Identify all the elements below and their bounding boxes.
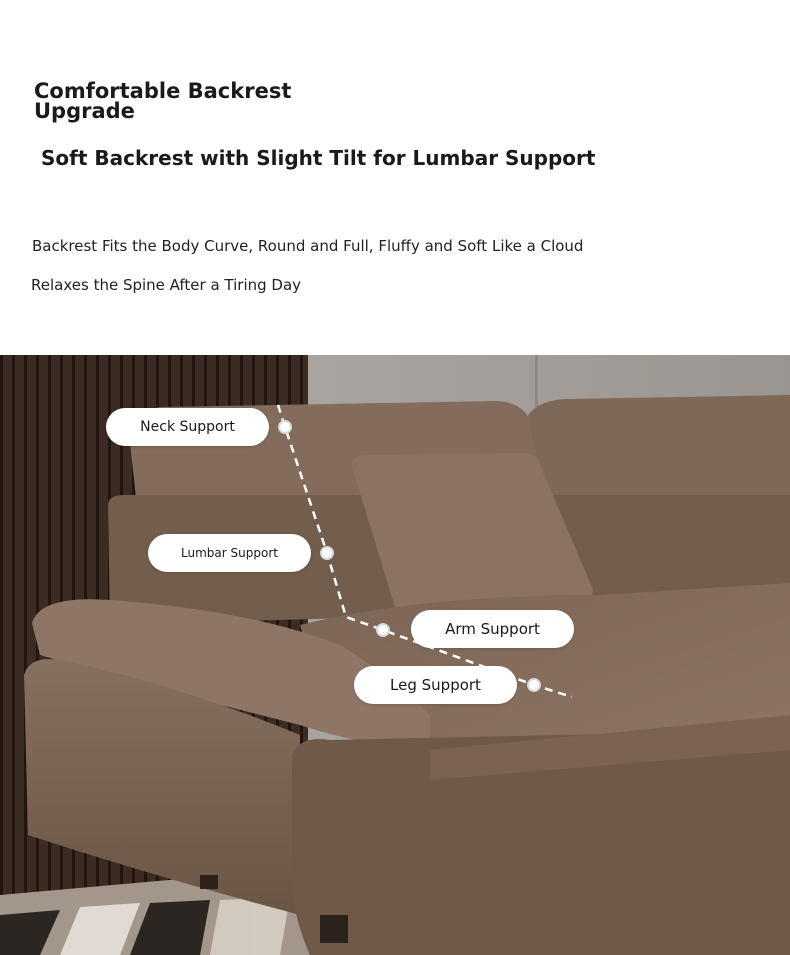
description-line-2: Relaxes the Spine After a Tiring Day <box>31 276 302 294</box>
header-section <box>0 0 790 355</box>
neck-support-label: Neck Support <box>106 408 269 446</box>
page-subtitle: Soft Backrest with Slight Tilt for Lumbar Support <box>41 146 596 170</box>
description-line-1: Backrest Fits the Body Curve, Round and Full, Fluffy and Soft Like a Cloud <box>32 237 584 255</box>
leg-support-label: Leg Support <box>354 666 517 704</box>
lumbar-support-label: Lumbar Support <box>148 534 311 572</box>
page-title: Comfortable Backrest Upgrade <box>34 79 292 123</box>
arm-support-label: Arm Support <box>411 610 574 648</box>
